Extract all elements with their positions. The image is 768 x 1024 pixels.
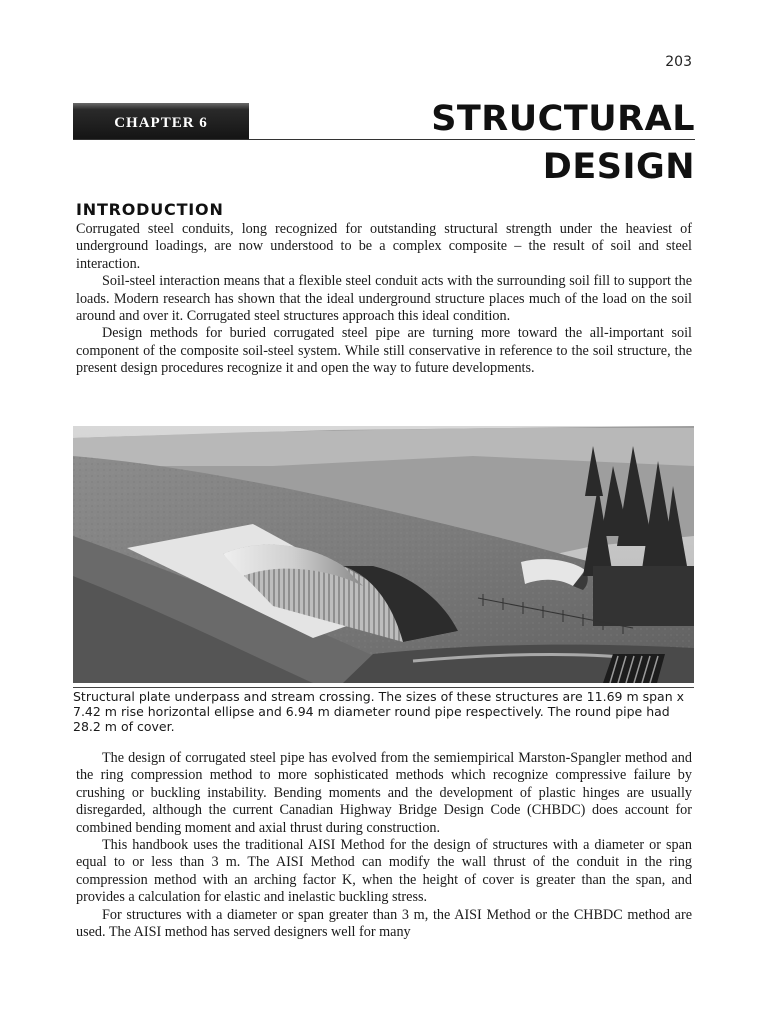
chapter-title xyxy=(431,95,695,191)
paragraph: The design of corrugated steel pipe has evolved from the semiempirical Marston-Spangler method and the ring compression method to more sophisticated methods which recognize compressive failure by crushing or buckling instability. Bending moments and the development of plastic hinges are usually disregarded, although the current Canadian Highway Bridge Design Code (CHBDC) does account for combined bending moment and axial thrust during construction. xyxy=(76,750,692,836)
chapter-label-tab xyxy=(73,103,249,140)
paragraph: This handbook uses the traditional AISI Method for the design of structures with a diameter or span equal to or less than 3 m. The AISI Method can modify the wall thrust of the conduit in the ring compression method with an arching factor K, when the height of cover is greater than the span, and provides a calculation for elastic and inelastic buckling stress. xyxy=(76,837,692,906)
paragraph: Design methods for buried corrugated steel pipe are turning more toward the all-important soil component of the composite soil-steel system. While still conservative in reference to the soil structure, the present design procedures recognize it and open the way to future developments. xyxy=(76,325,692,377)
structural-plate-photo xyxy=(73,426,694,683)
paragraph: Corrugated steel conduits, long recognized for outstanding structural strength under the heaviest of underground loadings, are now understood to be a complex composite – the result of soil and steel interaction. xyxy=(76,221,692,272)
introduction-text xyxy=(76,221,692,378)
chapter-title-line2: DESIGN xyxy=(542,147,695,187)
page-number: 203 xyxy=(665,54,692,70)
design-text xyxy=(76,750,692,941)
chapter-title-line1: STRUCTURAL xyxy=(431,99,695,139)
caption-rule xyxy=(73,687,694,688)
paragraph: Soil-steel interaction means that a flexible steel conduit acts with the surrounding soil fill to support the loads. Modern research has shown that the ideal underground structure places much of the load on the soil around and over it. Corrugated steel structures approach this ideal condition. xyxy=(76,273,692,325)
section-heading-introduction: INTRODUCTION xyxy=(76,200,224,219)
paragraph: For structures with a diameter or span greater than 3 m, the AISI Method or the CHBDC method are used. The AISI method has served designers well for many xyxy=(76,906,692,941)
chapter-label: CHAPTER 6 xyxy=(114,114,208,131)
figure-caption: Structural plate underpass and stream crossing. The sizes of these structures are 11.69 m span x 7.42 m rise horizontal ellipse and 6.94 m diameter round pipe respectively. The round pipe had 28.2 m of cover. xyxy=(73,689,684,734)
